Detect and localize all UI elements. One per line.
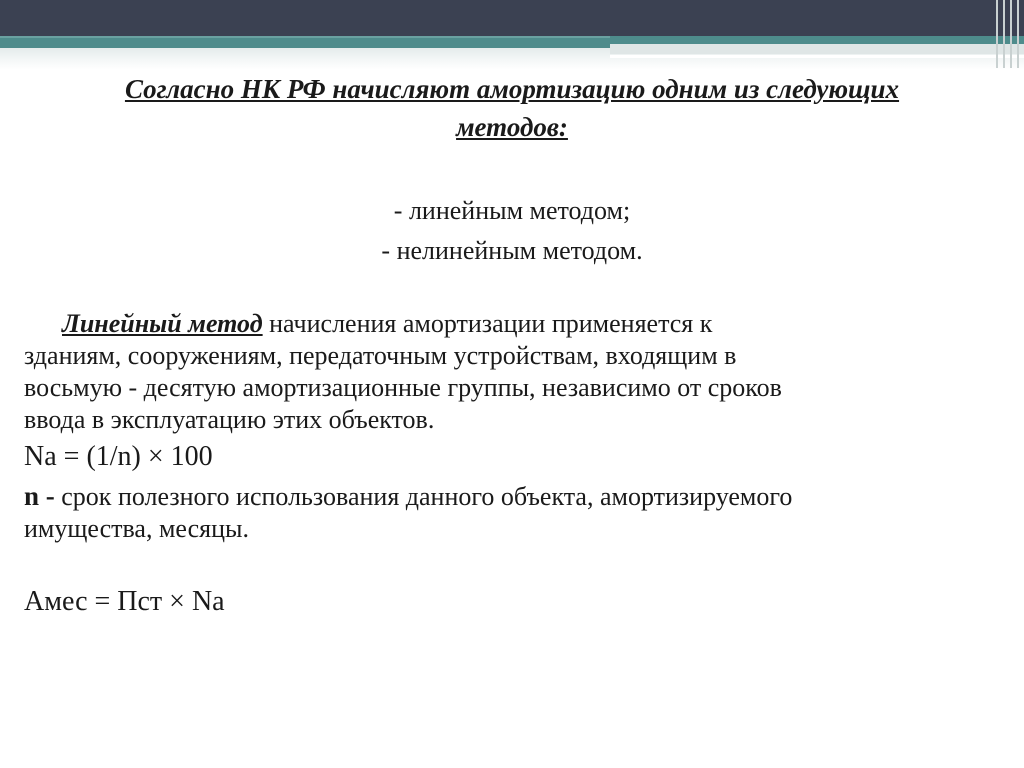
slide-title-line-2: методов: (456, 112, 568, 142)
header-stripe (1003, 0, 1005, 68)
paragraph-line-2: зданиям, сооружениям, передаточным устройствам, входящим в (24, 341, 737, 370)
header-white-highlight (610, 55, 1024, 58)
header-stripe (1017, 0, 1019, 68)
method-item-nonlinear: - нелинейным методом. (381, 236, 643, 265)
slide-title-line-1: Согласно НК РФ начисляют амортизацию одним из следующих (124, 74, 900, 104)
linear-method-paragraph (24, 308, 1020, 436)
monthly-depreciation-formula: Амес = Пст × Na (24, 586, 225, 617)
n-definition-line-1 (24, 480, 1024, 513)
header-stripe (1010, 0, 1012, 68)
paragraph-line-1-text: начисления амортизации применяется к (262, 309, 713, 338)
method-item-linear: - линейным методом; (393, 196, 631, 225)
n-definition-line-2: имущества, месяцы. (24, 514, 249, 543)
n-term: n - (24, 481, 55, 511)
slide-title (0, 70, 1024, 146)
header-teal-highlight (0, 36, 610, 38)
header-dark-band (0, 0, 1024, 36)
n-definition (24, 480, 1024, 545)
paragraph-line-3: восьмую - десятую амортизационные группы, независимо от сроков (24, 373, 782, 402)
header-stripe (996, 0, 998, 68)
header-light-strip (610, 44, 1024, 54)
n-definition-line-1-text: срок полезного использования данного объекта, амортизируемого (54, 482, 793, 511)
linear-method-term: Линейный метод (62, 309, 263, 338)
paragraph-line-1 (24, 308, 1020, 340)
depreciation-rate-formula: Na = (1/n) × 100 (24, 441, 213, 472)
paragraph-line-4: ввода в эксплуатацию этих объектов. (24, 405, 435, 434)
